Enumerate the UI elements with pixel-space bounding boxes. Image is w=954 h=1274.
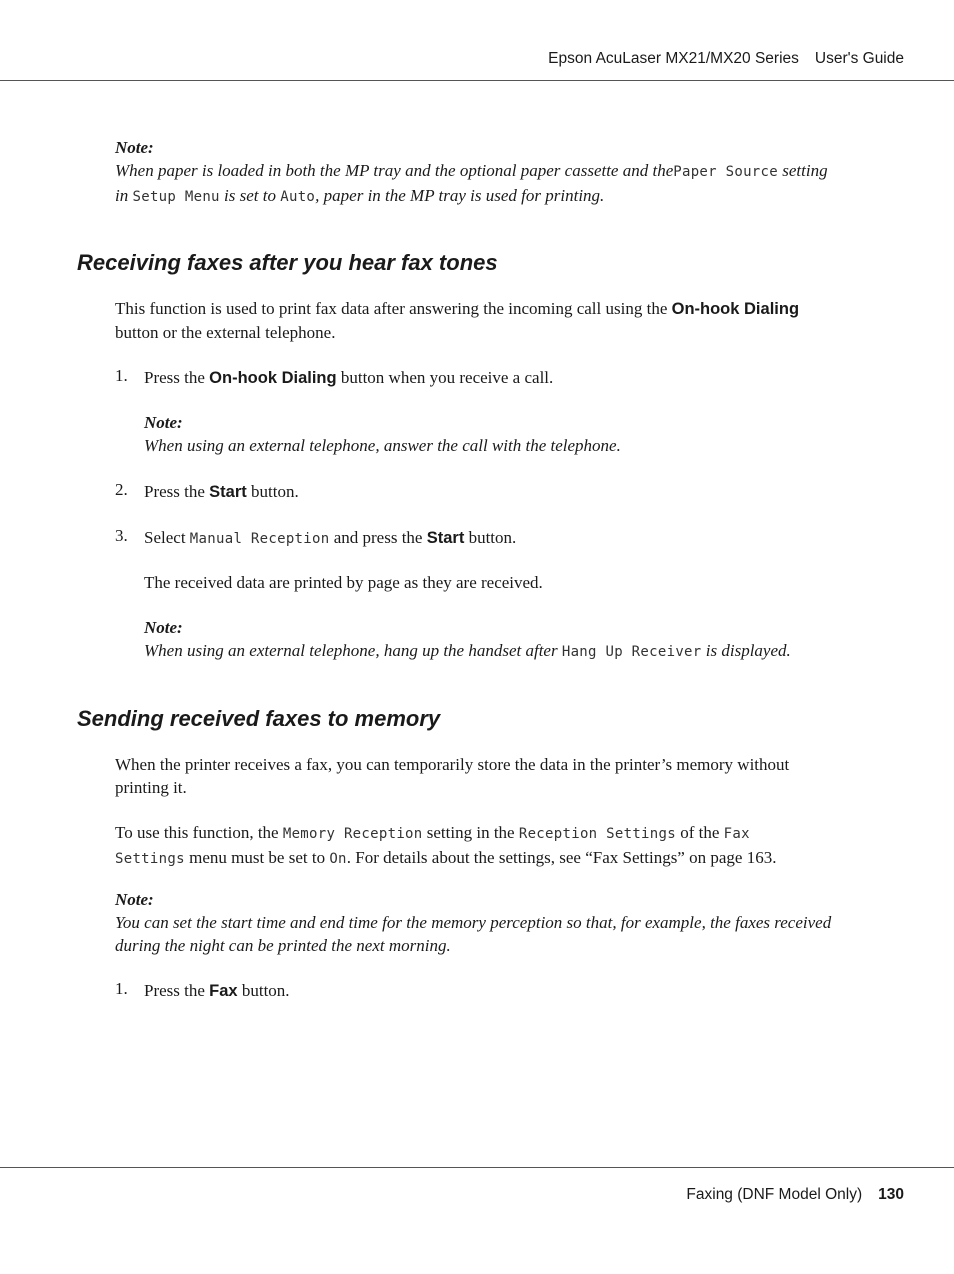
running-header: [548, 50, 904, 68]
step3-text: Select Manual Reception and press the Start button.: [144, 528, 517, 547]
note-text-line2: in Setup Menu is set to Auto, paper in the MP tray is used for printing.: [115, 186, 605, 205]
note-hang-up: Note: When using an external telephone, hang up the handset after Hang Up Receiver is displayed.: [144, 618, 791, 660]
step1-fax-text: Press the Fax button.: [144, 981, 290, 1000]
step-number: 3.: [115, 526, 128, 545]
step1-text: Press the On-hook Dialing button when you receive a call.: [144, 368, 554, 387]
step-number: 1.: [115, 979, 128, 998]
footer-rule: [0, 1167, 954, 1168]
note-external-phone: Note: When using an external telephone, answer the call with the telephone.: [144, 413, 621, 455]
section-heading-receiving: Receiving faxes after you hear fax tones: [77, 250, 498, 275]
section2-settings-paragraph: To use this function, the Memory Reception setting in the Reception Settings of the Fax Settings menu must be set to On. For details about the settings, see “Fax Settings” on page 163.: [115, 823, 777, 867]
step-number: 1.: [115, 366, 128, 385]
footer-section: Faxing (DNF Model Only): [686, 1186, 863, 1203]
section-heading-memory: Sending received faxes to memory: [77, 706, 441, 731]
guide-name: User's Guide: [814, 50, 904, 67]
product-name: Epson AcuLaser MX21/MX20 Series: [548, 50, 799, 67]
page-number: 130: [878, 1186, 904, 1203]
step-number: 2.: [115, 480, 128, 499]
step2-text: Press the Start button.: [144, 482, 299, 501]
note-memory-perception: Note: You can set the start time and end time for the memory perception so that, for example, the faxes received during the night can be printed the next morning.: [115, 890, 832, 955]
section1-intro: This function is used to print fax data after answering the incoming call using the On-hook Dialing button or the external telephone.: [115, 299, 800, 342]
note-text-line1: When paper is loaded in both the MP tray and the optional paper cassette and thePaper Source setting: [115, 161, 828, 180]
step3-result: The received data are printed by page as they are received.: [144, 573, 543, 592]
note-label: Note:: [115, 138, 154, 157]
running-footer: [686, 1186, 904, 1204]
header-rule: [0, 80, 954, 81]
section2-intro: When the printer receives a fax, you can temporarily store the data in the printer’s memory without printing it.: [115, 755, 790, 797]
note-paper-source: [115, 136, 895, 209]
